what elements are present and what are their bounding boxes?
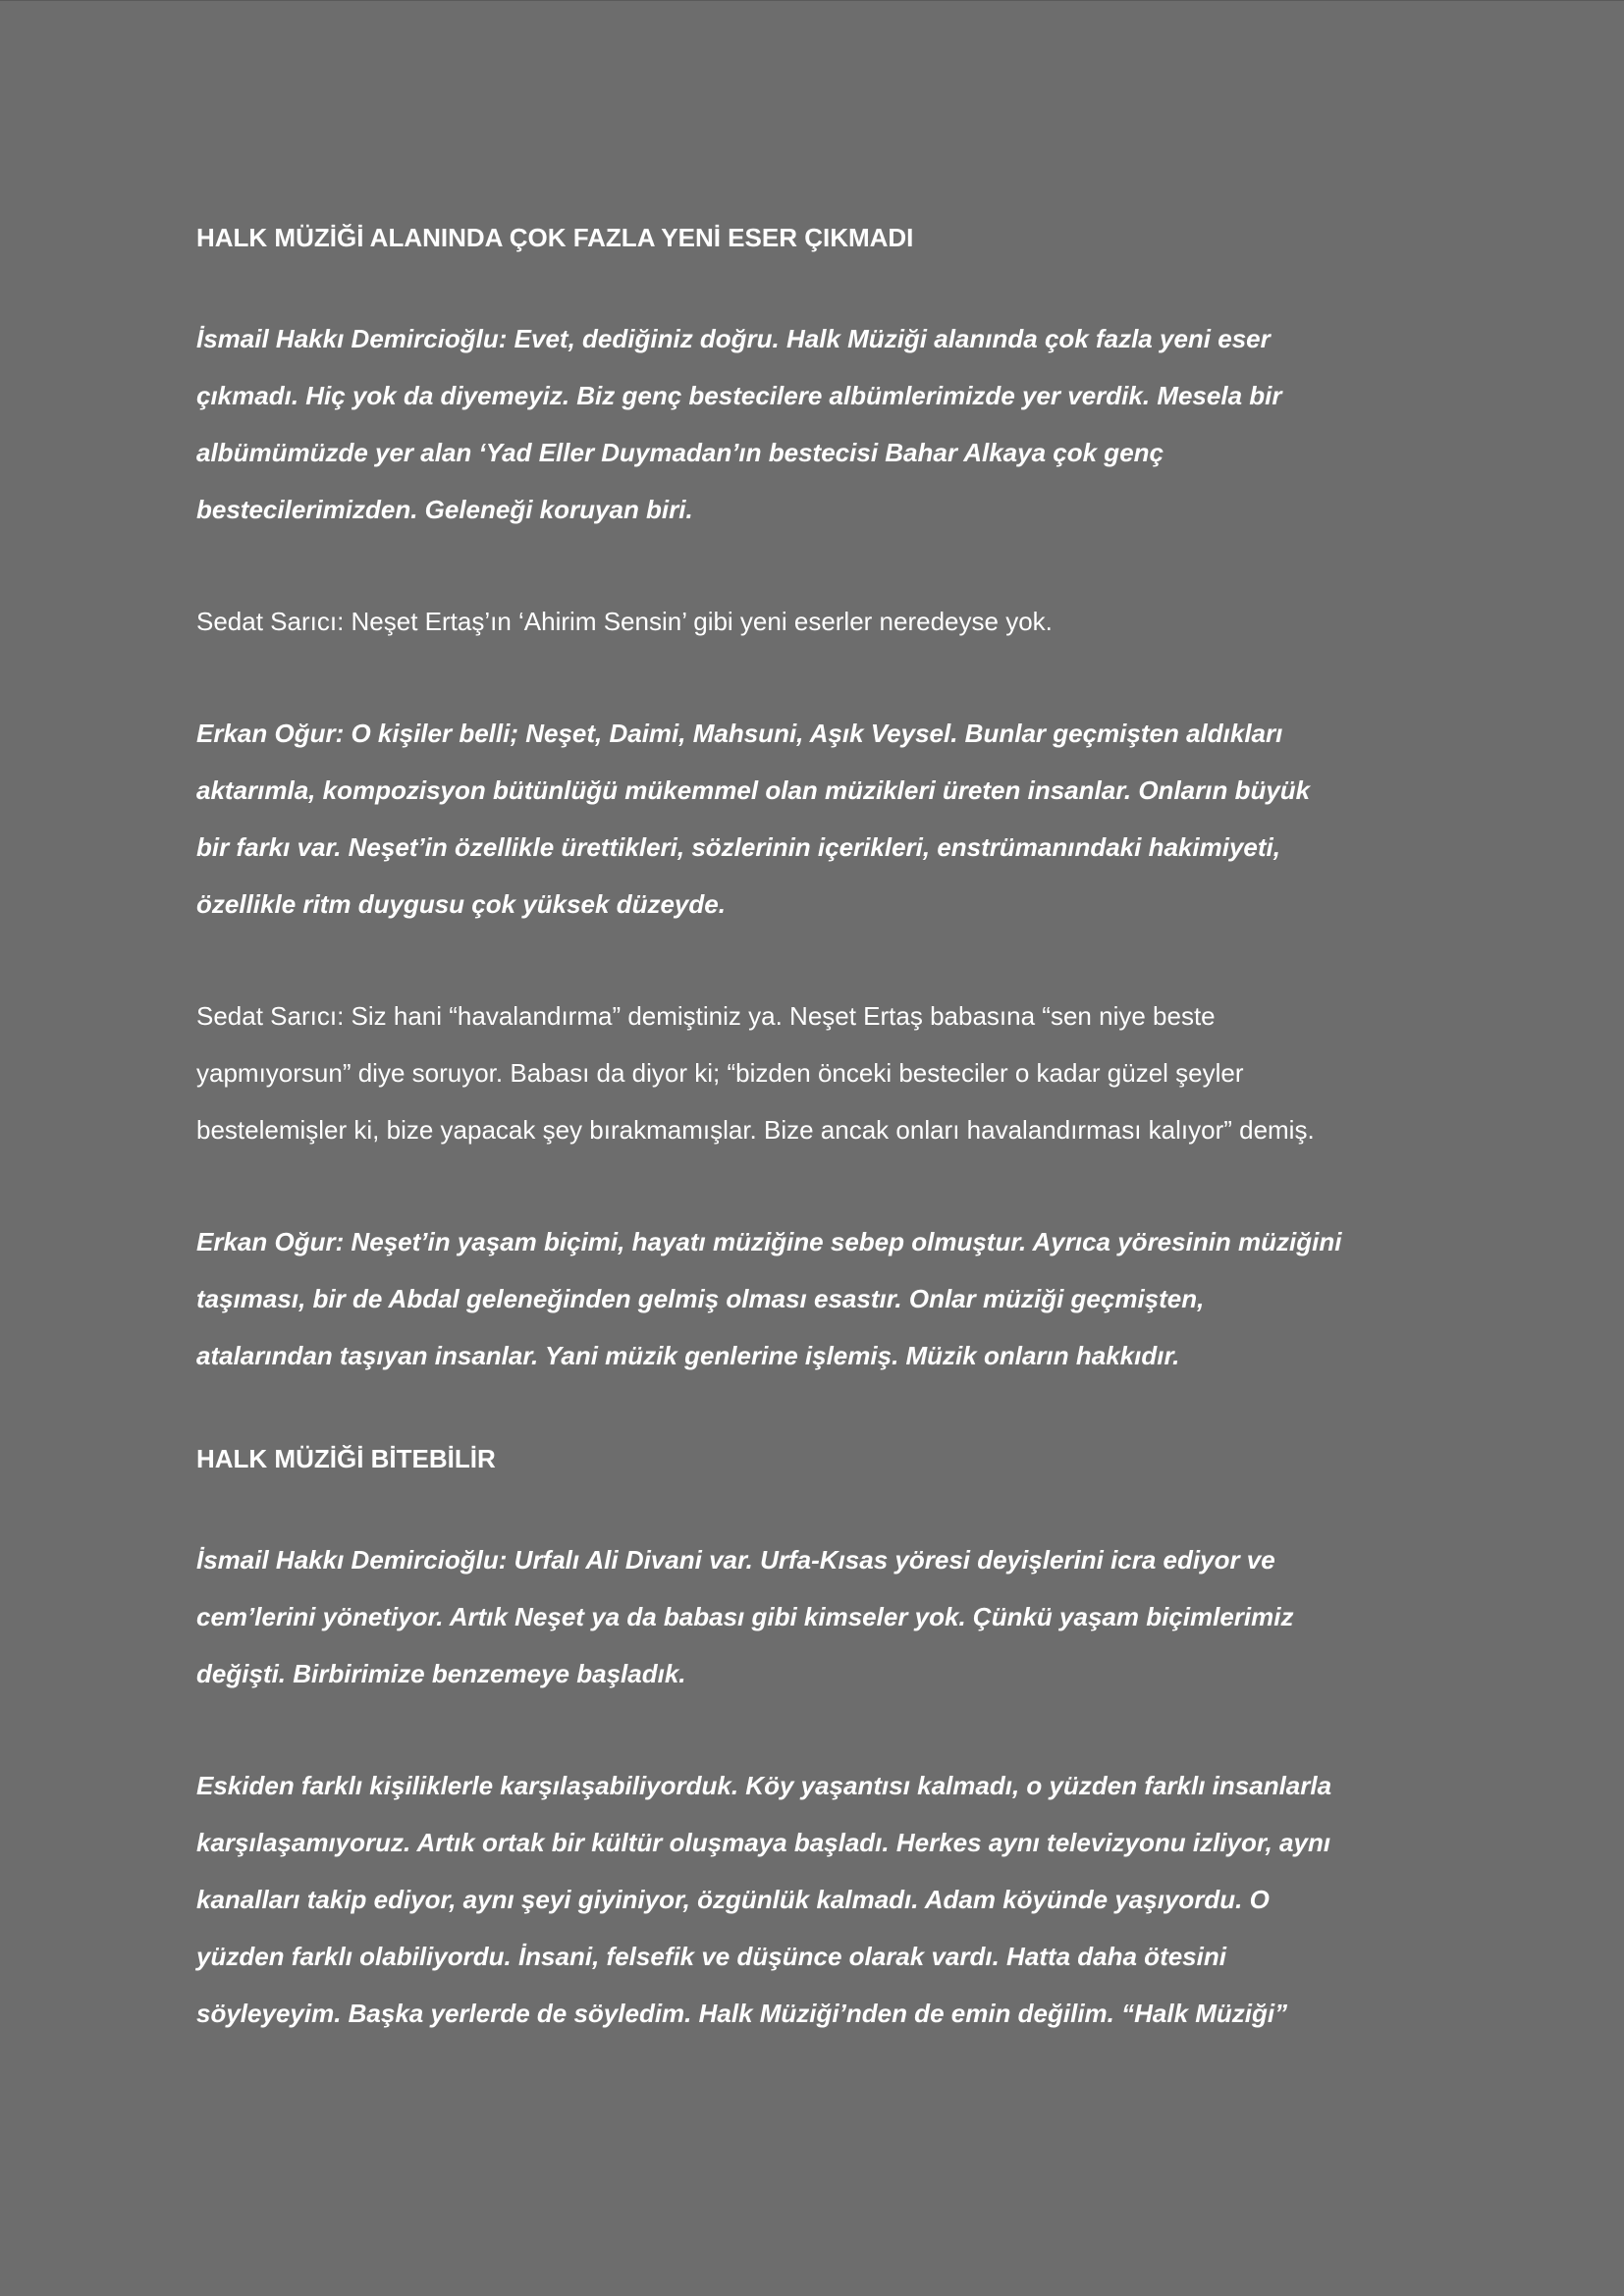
text-line: cem’lerini yönetiyor. Artık Neşet ya da babası gibi kimseler yok. Çünkü yaşam biçimlerimiz: [196, 1602, 1294, 1631]
text-line: albümümüzde yer alan ‘Yad Eller Duymadan’ın bestecisi Bahar Alkaya çok genç: [196, 438, 1164, 467]
text-line: Eskiden farklı kişiliklerle karşılaşabiliyorduk. Köy yaşantısı kalmadı, o yüzden farklı insanlarla: [196, 1771, 1332, 1800]
paragraph-sarici-1: [196, 593, 1434, 650]
text-line: Sedat Sarıcı: Neşet Ertaş’ın ‘Ahirim Sensin’ gibi yeni eserler neredeyse yok.: [196, 607, 1053, 636]
text-line: özellikle ritm duygusu çok yüksek düzeyde.: [196, 889, 726, 919]
section-heading: HALK MÜZİĞİ ALANINDA ÇOK FAZLA YENİ ESER ÇIKMADI: [196, 223, 914, 252]
text-line: söyleyeyim. Başka yerlerde de söyledim. Halk Müziği’nden de emin değilim. “Halk Müziği”: [196, 1999, 1288, 2028]
text-line: İsmail Hakkı Demircioğlu: Evet, dediğiniz doğru. Halk Müziği alanında çok fazla yeni eser: [196, 324, 1271, 353]
text-line: yapmıyorsun” diye soruyor. Babası da diyor ki; “bizden önceki besteciler o kadar güzel şeyler: [196, 1058, 1244, 1088]
text-line: yüzden farklı olabiliyordu. İnsani, felsefik ve düşünce olarak vardı. Hatta daha ötesini: [196, 1942, 1226, 1971]
text-line: kanalları takip ediyor, aynı şeyi giyiniyor, özgünlük kalmadı. Adam köyünde yaşıyordu. O: [196, 1885, 1270, 1914]
text-line: aktarımla, kompozisyon bütünlüğü mükemmel olan müzikleri üreten insanlar. Onların büyük: [196, 775, 1311, 805]
paragraph-demircioglu-3: [196, 1757, 1434, 2042]
text-line: karşılaşamıyoruz. Artık ortak bir kültür oluşmaya başladı. Herkes aynı televizyonu izliyor, aynı: [196, 1828, 1331, 1857]
text-line: Erkan Oğur: Neşet’in yaşam biçimi, hayatı müziğine sebep olmuştur. Ayrıca yöresinin müziğini: [196, 1227, 1342, 1256]
paragraph-demircioglu-2: [196, 1531, 1434, 1702]
text-line: değişti. Birbirimize benzemeye başladık.: [196, 1659, 686, 1688]
text-line: İsmail Hakkı Demircioğlu: Urfalı Ali Divani var. Urfa-Kısas yöresi deyişlerini icra ediyor ve: [196, 1545, 1275, 1575]
text-line: bir farkı var. Neşet’in özellikle ürettikleri, sözlerinin içerikleri, enstrümanındaki hakimiyeti,: [196, 832, 1280, 862]
text-line: atalarından taşıyan insanlar. Yani müzik genlerine işlemiş. Müzik onların hakkıdır.: [196, 1341, 1180, 1370]
text-line: bestecilerimizden. Geleneği koruyan biri.: [196, 495, 693, 524]
article-body: [196, 218, 1434, 2042]
text-line: çıkmadı. Hiç yok da diyemeyiz. Biz genç bestecilere albümlerimizde yer verdik. Mesela bir: [196, 381, 1282, 410]
text-line: Erkan Oğur: O kişiler belli; Neşet, Daimi, Mahsuni, Aşık Veysel. Bunlar geçmişten aldıkları: [196, 719, 1283, 748]
text-line: Sedat Sarıcı: Siz hani “havalandırma” demiştiniz ya. Neşet Ertaş babasına “sen niye beste: [196, 1001, 1216, 1031]
section-heading: HALK MÜZİĞİ BİTEBİLİR: [196, 1444, 496, 1473]
paragraph-ogur-2: [196, 1213, 1434, 1384]
text-line: bestelemişler ki, bize yapacak şey bırakmamışlar. Bize ancak onları havalandırması kalıyor” demiş.: [196, 1115, 1315, 1145]
paragraph-sarici-2: [196, 988, 1434, 1158]
text-line: taşıması, bir de Abdal geleneğinden gelmiş olması esastır. Onlar müziği geçmişten,: [196, 1284, 1205, 1313]
paragraph-ogur-1: [196, 705, 1434, 933]
paragraph-demircioglu-1: [196, 310, 1434, 538]
